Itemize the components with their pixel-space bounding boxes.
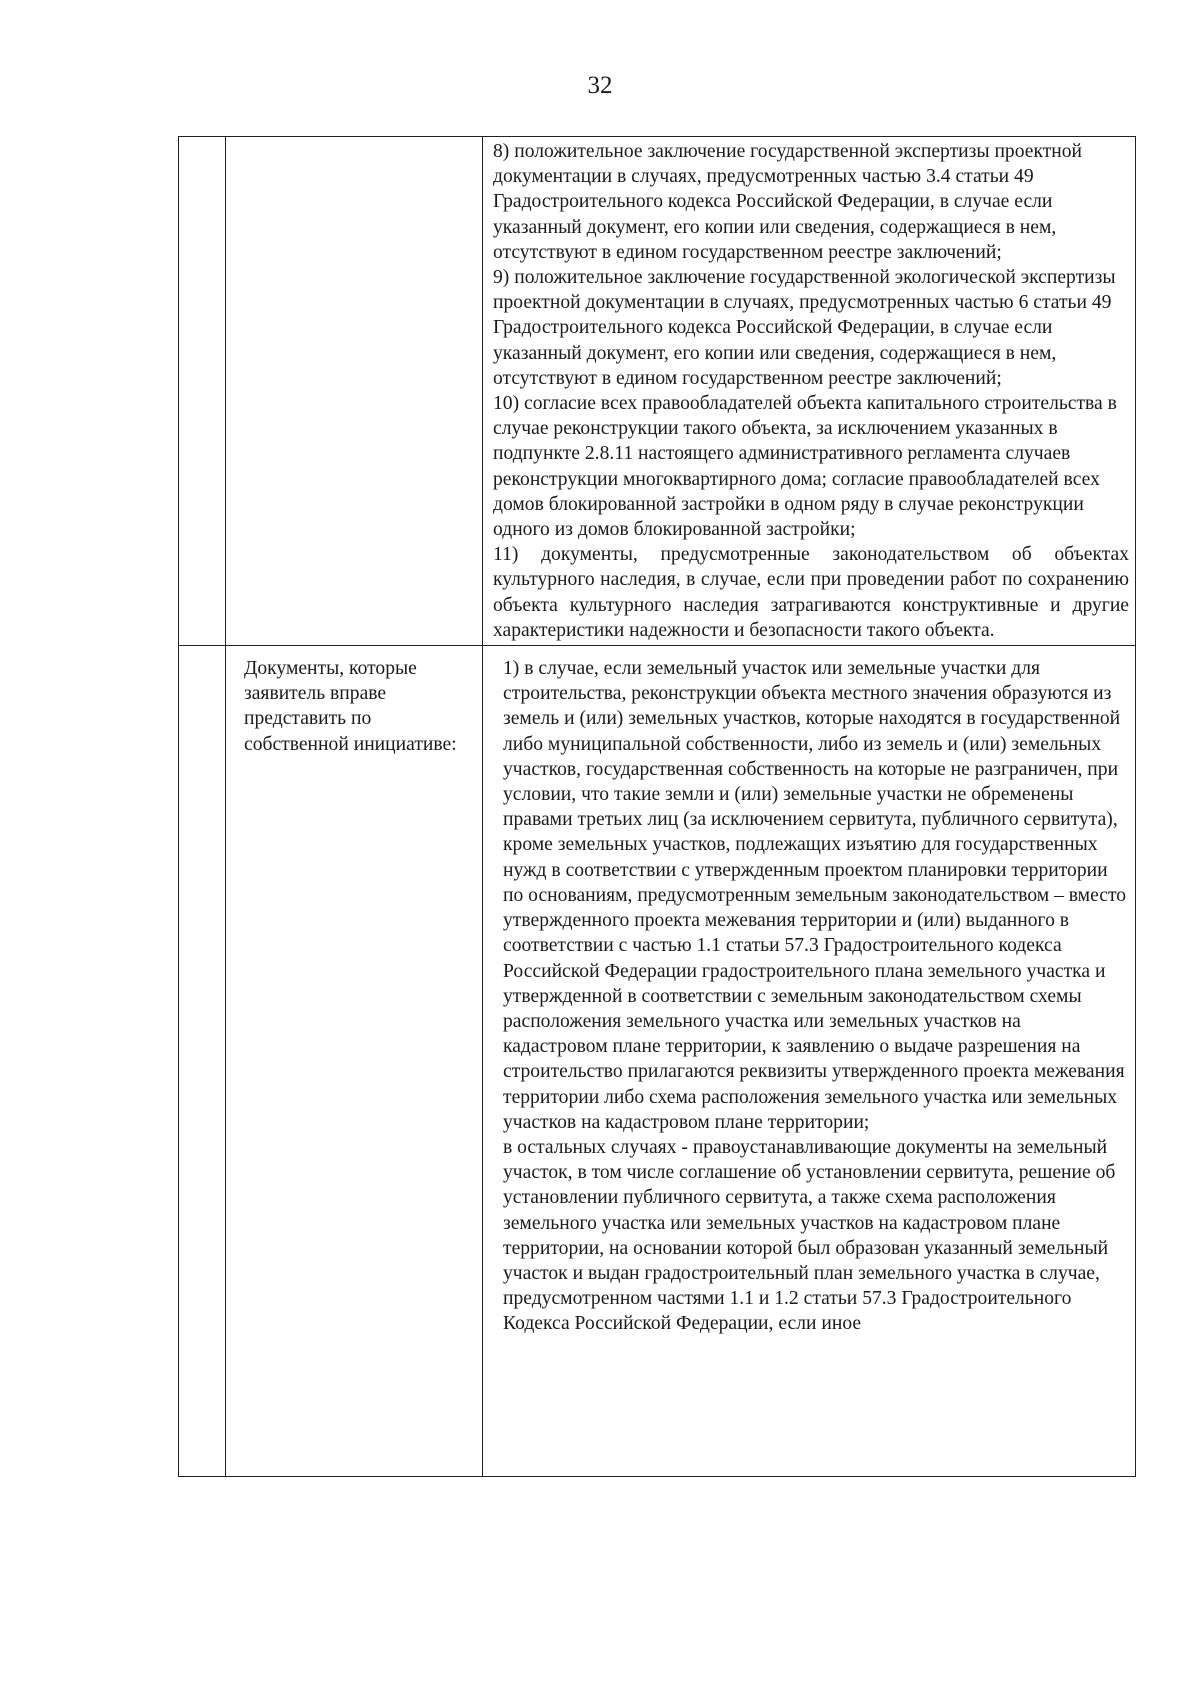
list-item: 1) в случае, если земельный участок или земельные участки для строительства, реконструкции объекта местного значения образуются из земель и (или) земельных участков, которые находятся в государственной либо муниципальной собственности, либо из земель и (или) земельных участков, государственная собственность на которые не разграничен, при условии, что такие земли и (или) земельные участки не обременены правами третьих лиц (за исключением сервитута, публичного сервитута), кроме земельных участков, подлежащих изъятию для государственных нужд в соответствии с утвержденным проектом планировки территории по основаниям, предусмотренным земельным законодательством – вместо утвержденного проекта межевания территории и (или) выданного в соответствии с частью 1.1 статьи 57.3 Градостроительного кодекса Российской Федерации градостроительного плана земельного участка и утвержденной в соответствии с земельным законодательством схемы расположения земельного участка или земельных участков на кадастровом плане территории, к заявлению о выдаче разрешения на строительство прилагаются реквизиты утвержденного проекта межевания территории либо схема расположения земельного участка или земельных участков на кадастровом плане территории; xyxy=(503,658,1127,1133)
table-row xyxy=(179,137,1136,646)
table-cell-number xyxy=(179,646,226,1477)
table-cell-number xyxy=(179,137,226,646)
list-item: 11) документы, предусмотренные законодательством об объектах культурного наследия, в случае, если при проведении работ по сохранению объекта культурного наследия затрагиваются конструктивные и другие характеристики надежности и безопасности такого объекта. xyxy=(493,544,1129,641)
document-table xyxy=(178,136,1136,1477)
page-number: 32 xyxy=(587,72,613,99)
table-cell-label xyxy=(226,646,483,1477)
list-item: 10) согласие всех правообладателей объекта капитального строительства в случае реконструкции такого объекта, за исключением указанных в подпункте 2.8.11 настоящего административного регламента случаев реконструкции многоквартирного дома; согласие правообладателей всех домов блокированной застройки в одном ряду в случае реконструкции одного из домов блокированной застройки; xyxy=(493,393,1117,541)
table-cell-content xyxy=(483,646,1136,1477)
table-cell-content xyxy=(483,137,1136,646)
table-row xyxy=(179,646,1136,1477)
table-cell-label xyxy=(226,137,483,646)
list-item: 8) положительное заключение государственной экспертизы проектной документации в случаях, предусмотренных частью 3.4 статьи 49 Градостроительного кодекса Российской Федерации, в случае если указанный документ, его копии или сведения, содержащиеся в нем, отсутствуют в едином государственном реестре заключений; xyxy=(493,141,1083,263)
list-item: в остальных случаях - правоустанавливающие документы на земельный участок, в том числе соглашение об установлении сервитута, решение об установлении публичного сервитута, а также схема расположения земельного участка или земельных участков на кадастровом плане территории, на основании которой был образован указанный земельный участок и выдан градостроительный план земельного участка в случае, предусмотренном частями 1.1 и 1.2 статьи 57.3 Градостроительного Кодекса Российской Федерации, если иное xyxy=(503,1136,1116,1335)
list-item: 9) положительное заключение государственной экологической экспертизы проектной документации в случаях, предусмотренных частью 6 статьи 49 Градостроительного кодекса Российской Федерации, в случае если указанный документ, его копии или сведения, содержащиеся в нем, отсутствуют в едином государственном реестре заключений; xyxy=(493,267,1116,389)
row-label: Документы, которые заявитель вправе представить по собственной инициативе: xyxy=(244,658,457,755)
